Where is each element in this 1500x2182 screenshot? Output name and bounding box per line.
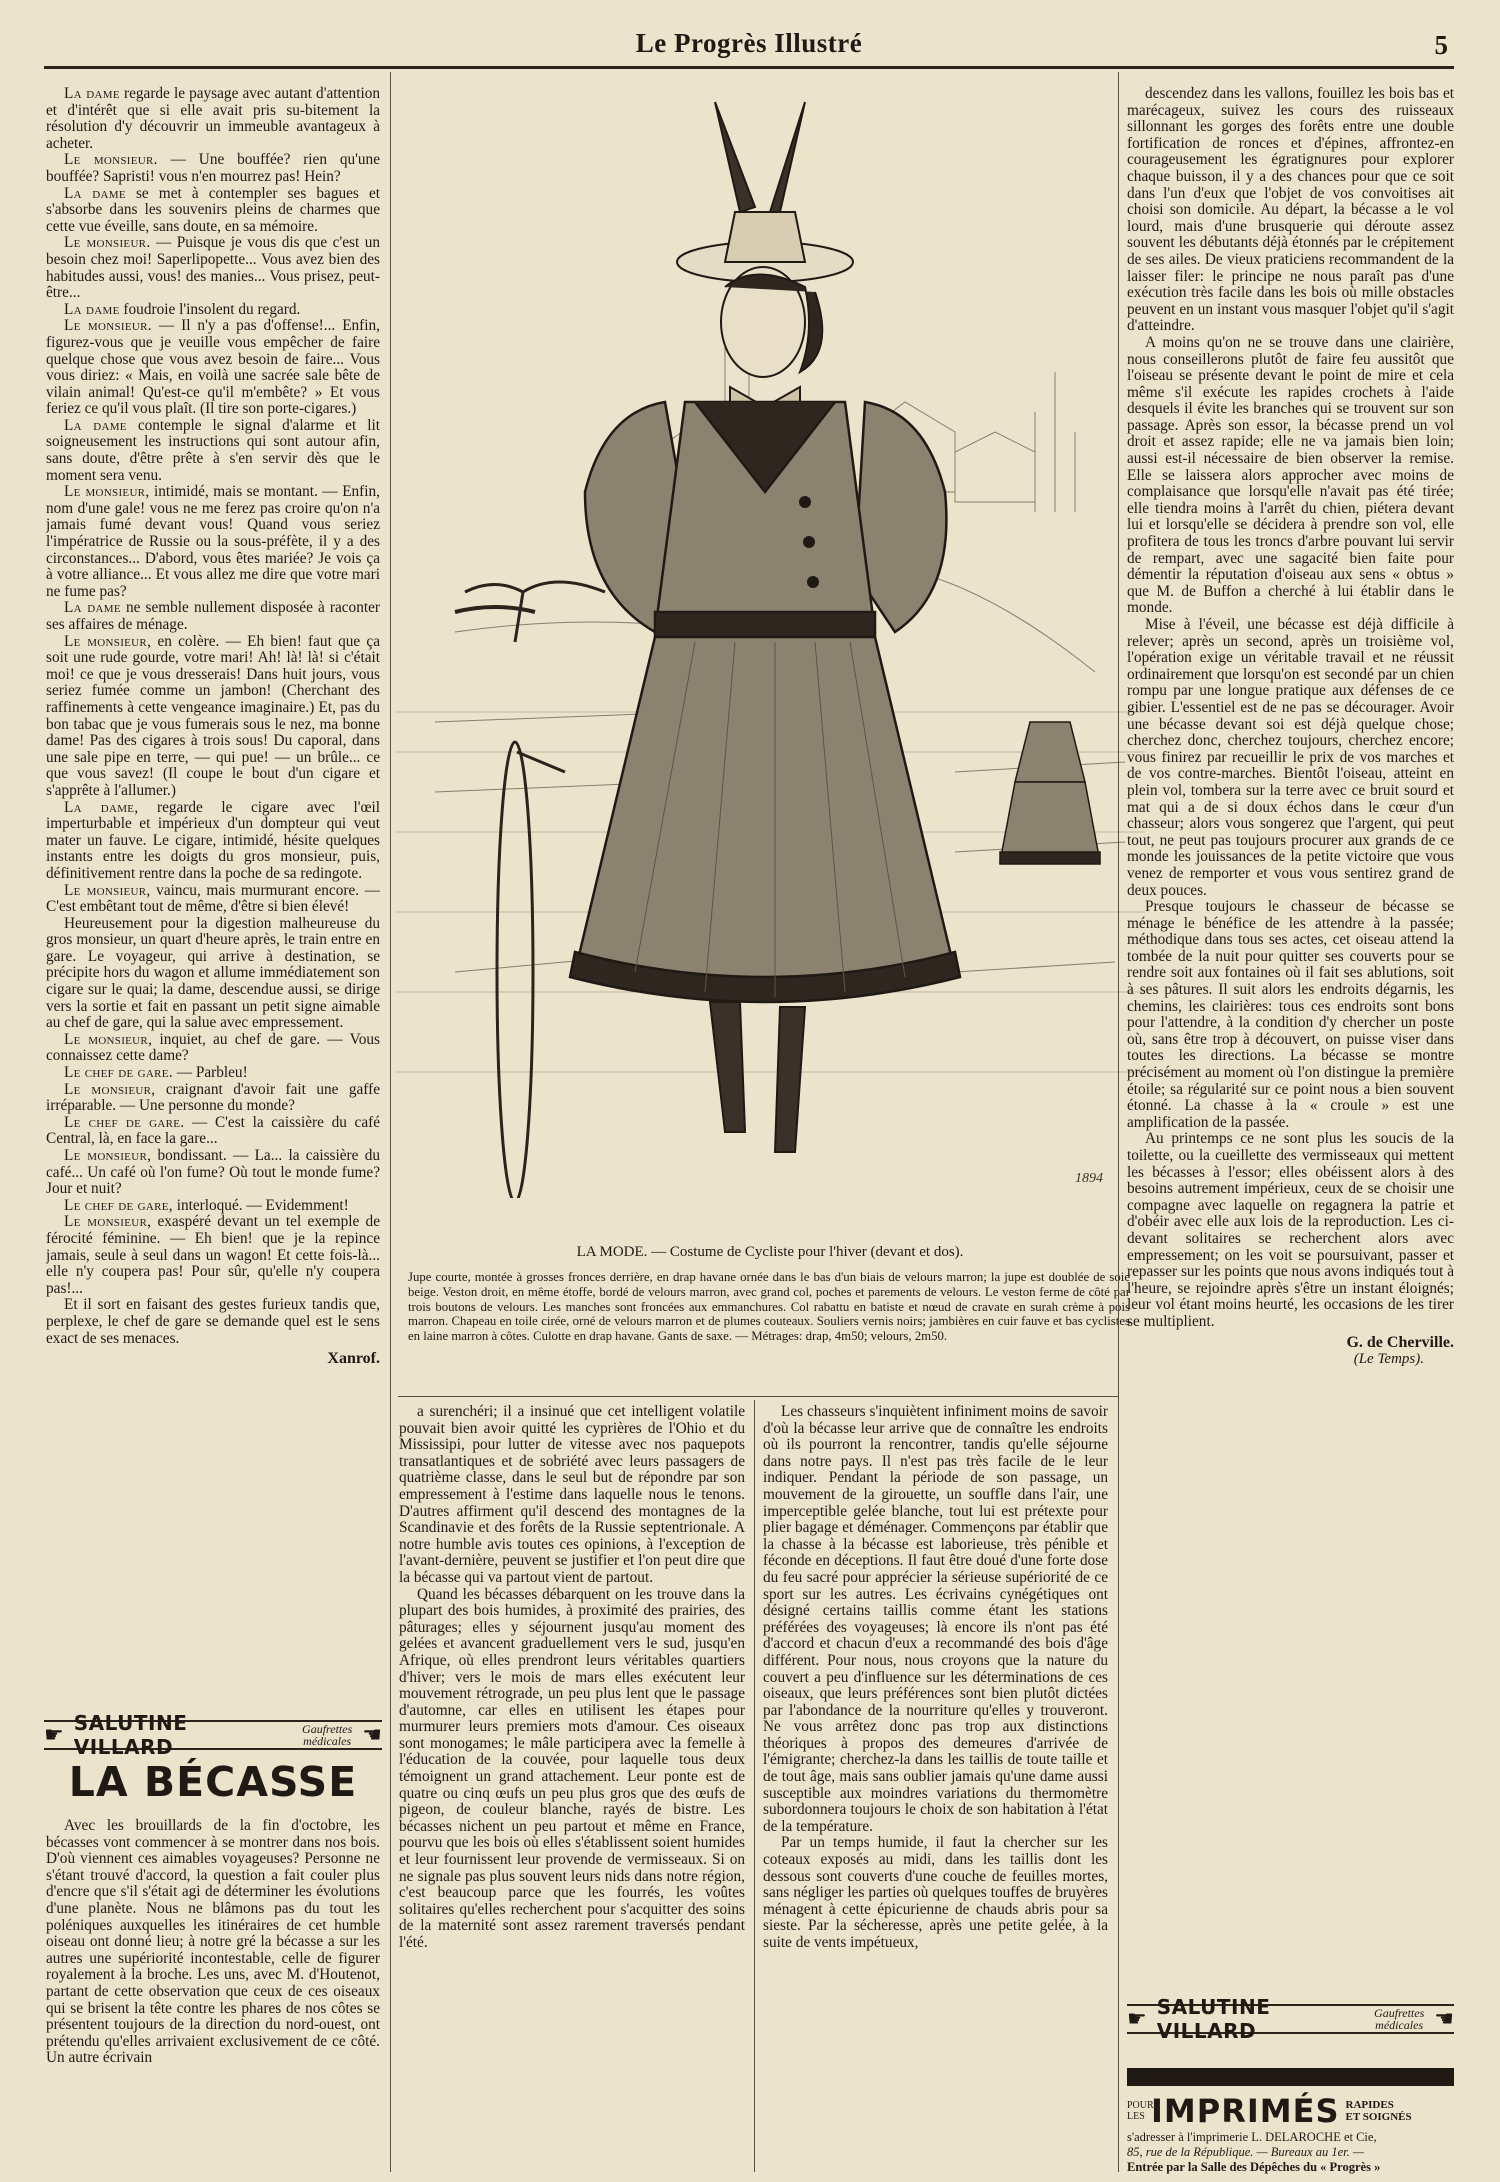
speaker-label: La dame <box>64 184 126 202</box>
pointing-hand-left-icon: ☚ <box>362 1722 382 1748</box>
dialogue-text: — Il n'y a pas d'offense!... Enfin, figurez-vous que je veuille vous empêcher de faire quelque chose que vous avez besoin de faire... Vous vous diriez: « Mais, en voilà une sacrée sale bête de vilain animal! Qu'est-ce qu'il m'embête? » Et vous feriez ce qu'il vous plaît. (Il tire son porte-cigares.) <box>46 317 380 418</box>
dialogue-text: interloqué. — Evidemment! <box>172 1196 349 1214</box>
header-rule <box>44 66 1454 69</box>
cyclist-costume-drawing <box>395 72 1145 1198</box>
article-paragraph: Mise à l'éveil, une bécasse est déjà difficile à relever; après un second, après un troisième vol, l'opération exige un véritable travail et ne réussit ordinairement que lorsqu'on est secondé par un chien rompu par une longue pratique aux défenses de ce gibier. L'essentiel est de ne pas se décourager. Avoir une bécasse devant soi est déjà quelque chose; cherchez donc, cherchez toujours, cherchez encore; vous finirez par recueillir le prix de vos marches et de vos contre-marches. Bientôt l'oiseau, atteint en plein vol, tombera sur la terre avec ce bruit sourd et mat qui a de si doux échos dans le cœur d'un chasseur; alors vous songerez que l'argent, qui peut tout, ne peut pas toujours procurer aux grands de ce monde les jouissances de la petite victoire que vous venez de remporter et vous vous sentirez grand de deux pouces. <box>1127 616 1454 899</box>
ad-brand: SALUTINE VILLARD <box>73 1711 188 1759</box>
ad-line-2: 85, rue de la République. — Bureaux au 1er. — <box>1127 2145 1364 2159</box>
article-source: (Le Temps). <box>1353 1351 1424 1368</box>
dialogue-text: — Parbleu! <box>172 1064 248 1082</box>
speaker-label: Le chef de gare. <box>64 1064 173 1082</box>
dialogue-paragraph <box>46 418 380 484</box>
article-paragraph: descendez dans les vallons, fouillez les bois bas et marécageux, suivez les cours des ruisseaux sillonnant les gorges des forêts entre une double fortification de ronces et d'épines, affrontez-en courageusement les égratignures pour explorer chaque buisson, il y a des chances pour que ce soit dans l'un d'eux que l'objet de vos convoitises ait choisi son domicile. Au départ, la bécasse a le vol lourd, mais d'une brusquerie qui déroute assez souvent les débutants déjà étonnés par le crépitement de ses ailes. De vieux praticiens recommandent de la laisser filer: le principe ne nous paraît pas d'une exécution très facile dans les bois où mille obstacles peuvent en un instant vous masquer l'objet qu'il s'agit d'atteindre. <box>1127 86 1454 335</box>
speaker-label: La dame <box>64 300 120 318</box>
ad-subtitle: Gaufrettes médicales <box>1374 2006 1425 2032</box>
ad-rapides-soignes: RAPIDES ET SOIGNÉS <box>1345 2099 1412 2123</box>
pointing-hand-left-icon: ☚ <box>1434 2006 1454 2032</box>
salutine-ad-2 <box>1127 1995 1454 2043</box>
dialogue-text: intimidé, mais se montant. — Enfin, nom d'une gale! vous ne me ferez pas croire qu'on n'a jamais fumé devant vous! Quand vous seriez l'impératrice de Russie ou la sous-préfète, il y a des circonstances... D'abord, vous êtes mariée? Je vois ça à votre alliance... Et vous allez me dire que votre mari ne fume pas? <box>46 483 380 600</box>
column-divider-2 <box>754 1400 755 2172</box>
dialogue-paragraph <box>46 883 380 916</box>
speaker-label: Le monsieur. <box>64 234 151 252</box>
pointing-hand-icon: ☛ <box>1127 2006 1147 2032</box>
article-paragraph: A moins qu'on ne se trouve dans une clairière, nous conseillerons plutôt de faire feu aussitôt que l'oiseau se présente devant le point de mire et cela même s'il exécute les rapides crochets à l'aide desquels il évite les branches qui se trouvent sur son passage. Après son essor, la bécasse prend un vol droit et assez rapide; elle ne va jamais bien loin; aussi est-il nécessaire de bien observer la remise. Elle se laissera alors approcher avec moins de complaisance que lorsqu'elle n'avait pas été tirée; elle tiendra moins à l'arrêt du chien, piétera devant lui et lorsqu'elle se décidera à prendre son vol, elle profitera de tous les troncs d'arbre pouvant lui servir de rempart, avec une sagacité bien faite pour démentir la réputation d'oiseau aux sens « obtus » que M. de Buffon a cherché à lui établir dans le monde. <box>1127 333 1454 617</box>
dialogue-paragraph <box>46 484 380 600</box>
dialogue-text: regarde le paysage avec autant d'attention et d'intérêt que si elle avait pris su-bitement la résolution d'y découvrir un immeuble avantageux à acheter. <box>46 86 380 152</box>
speaker-label: La dame <box>64 416 127 434</box>
article-paragraph: Quand les bécasses débarquent on les trouve dans la plupart des bois humides, à proximité des prairies, des pâturages; elles y séjournent jusqu'au moment des gelées et avancent graduellement vers le sud, jusqu'en Afrique, où elles prendront leurs véritables quartiers d'hiver; vers le mois de mars elles exécutent leur mouvement rétrograde, un peu plus lent que le passage d'automne, car elles en utilisent les étapes pour murmurer leurs premiers mots d'amour. Ces oiseaux sont monogames; le mâle participera avec la femelle à l'éducation de la couvée, pour laquelle tous deux témoignent un grand attachement. Leur ponte est de quatre ou cinq œufs un peu plus gros que des œufs de pigeon, de couleur blanche, rayés de bistre. Les bécasses nichent un peu partout et même en France, pourvu que les bois où elles s'établissent soient humides et leur fournissent leur provende de vermisseaux. Si on ne signale pas plus souvent leurs nids dans notre région, c'est beaucoup parce que les fourrés, les voûtes solitaires qu'elles recherchent pour s'acquitter des soins de la maternité sont assez rarement traversés pendant l'été. <box>399 1585 745 1951</box>
dialogue-paragraph <box>46 1082 380 1115</box>
dialogue-text: Et il sort en faisant des gestes furieux tandis que, perplexe, le chef de gare se demande quel est le sens exact de ses menaces. <box>46 1296 380 1347</box>
figure-caption-title: LA MODE. — Costume de Cycliste pour l'hiver (devant et dos). <box>576 1244 964 1260</box>
speaker-label: Le monsieur, <box>64 1213 152 1231</box>
pointing-hand-icon: ☛ <box>44 1722 64 1748</box>
dialogue-paragraph <box>46 1297 380 1347</box>
speaker-label: Le monsieur, <box>64 1080 156 1098</box>
dialogue-column <box>46 86 380 1638</box>
speaker-label: La dame, <box>64 798 139 816</box>
artist-date: 1894 <box>1075 1171 1103 1186</box>
caption-rule <box>398 1396 1118 1397</box>
article-signature: G. de Cherville. <box>1346 1333 1454 1351</box>
dialogue-text: contemple le signal d'alarme et lit soigneusement les instructions qui sont autour afin, sans doute, d'être prête à s'en servir dès que le moment sera venu. <box>46 416 380 484</box>
bicycle <box>455 582 605 1198</box>
column-divider-3 <box>1118 72 1119 2172</box>
speaker-label: Le monsieur. <box>64 317 152 335</box>
dialogue-text: bondissant. — La... la caissière du café... Un café où l'on fume? Où tout le monde fume? Jour et nuit? <box>46 1147 380 1198</box>
speaker-label: La dame <box>64 599 121 617</box>
speaker-label: La dame <box>64 86 120 102</box>
author-signature: Xanrof. <box>327 1350 380 1368</box>
article-paragraph: Presque toujours le chasseur de bécasse se ménage le bénéfice de les attendre à la passée; méthodique dans tous ses actes, cet oiseau attend la tombée de la nuit pour quitter ses couverts pour se rendre soit aux fontaines où il fait ses ablutions, soit à ses pâtures. Il suit alors les endroits dégarnis, les chemins, les clairières: tous ces endroits sont bons pour l'attendre, à la condition d'y chercher un poste où, sans être trop à découvert, on puisse viser dans toutes les directions. La bécasse se montre précisément au moment où l'on distingue la première étoile; sa régularité sur ce point nous a bien souvent étonné. La chasse à la « croule » est une amplification de la passée. <box>1127 898 1454 1131</box>
dialogue-text: — Puisque je vous dis que c'est un besoin chez moi! Saperlipopette... Vous avez bien des habitudes aussi, vous! des manies... Vous prisez, peut-être... <box>46 234 380 302</box>
speaker-label: Le monsieur, <box>64 881 151 899</box>
dialogue-paragraph <box>46 235 380 301</box>
speaker-label: Le monsieur, <box>64 483 150 501</box>
article-paragraph: Les chasseurs s'inquiètent infiniment moins de savoir d'où la bécasse leur arrive que de connaître les endroits où ils pourront la rencontrer, tandis qu'elle séjourne dans notre pays. Il n'est pas très facile de le leur indiquer. Pendant la période de son passage, un mouvement de la girouette, un souffle dans l'air, une imperceptible gelée blanche, tout lui est prétexte pour plier bagage et déménager. Commençons par établir que la chasse à la bécasse est laborieuse, très pénible et féconde en déceptions. Il faut être doué d'une forte dose du feu sacré pour apprécier la sérieuse supériorité de ce sport sur les autres. Les écrivains cynégétiques ont désigné certains taillis comme étant les stations préférées des voyageuses; là encore ils n'ont pas été d'accord et chacun d'eux a recommandé des bois d'âge différent. Pour nous, nous croyons que la nature du couvert a peu d'influence sur les déterminations de ces oiseaux, que leurs préférences sont bien plutôt dictées par l'abondance de la nourriture qu'elles y trouveront. Ne vous arrêtez donc pas trop aux distinctions théoriques à propos des demeures d'arrivée de l'émigrante; cherchez-la dans les taillis de toute taille et de tout âge, mais sans oublier jamais qu'une dame aussi susceptible aux moindres variations du thermomètre subordonnera toujours le choix de son habitation à l'état de la température. <box>763 1404 1108 1835</box>
article-column-4 <box>1127 86 1454 1986</box>
dialogue-paragraph <box>46 800 380 883</box>
article-paragraph: a surenchéri; il a insinué que cet intelligent volatile pouvait bien avoir quitté les cyprières de l'Ohio et du Mississipi, pour lutter de vitesse avec nos paquepots transatlantiques et de sobriété avec leurs passagers de quatrième classe, dans le seul but de répondre par son empressement à l'estime dans laquelle nous le tenons. D'autres affirment qu'il descend des montagnes de la Scandinavie et des forêts de la Russie septentrionale. A notre humble avis toutes ces opinions, à l'exception de l'avant-dernière, peuvent se justifier et l'on peut dire que la bécasse qui va partout vient de partout. <box>399 1404 745 1586</box>
dialogue-text: se met à contempler ses bagues et s'absorbe dans les souvenirs pleins de charmes que cette vue éveille, sans doute, en sa mémoire. <box>46 184 380 235</box>
dialogue-paragraph <box>46 1115 380 1148</box>
ad-imprimes-word: IMPRIMÉS <box>1151 2092 1340 2130</box>
salutine-ad-1 <box>44 1711 382 1759</box>
speaker-label: Le chef de gare, <box>64 1196 173 1214</box>
speaker-label: Le monsieur, <box>64 632 152 650</box>
dialogue-text: craignant d'avoir fait une gaffe irréparable. — Une personne du monde? <box>46 1080 380 1115</box>
dialogue-text: Heureusement pour la digestion malheureuse du gros monsieur, un quart d'heure après, le train entre en gare. Le voyageur, qui arrive à destination, se précipite hors du wagon et allume immédiatement son cigare sur le quai; la dame, descendue aussi, se dirige vers la sortie et fait en passant un petit signe aimable au chef de gare, qui la salue avec empressement. <box>46 914 380 1032</box>
page-number: 5 <box>1434 30 1448 60</box>
dialogue-text: ne semble nullement disposée à raconter ses affaires de ménage. <box>46 599 380 633</box>
dialogue-text: foudroie l'insolent du regard. <box>119 300 301 318</box>
dialogue-text: vaincu, mais murmurant encore. — C'est embêtant tout de même, d'être si bien élevé! <box>46 881 380 916</box>
article-paragraph: Par un temps humide, il faut la chercher sur les coteaux exposés au midi, dans les taillis dont les dessous sont couverts d'une couche de feuilles mortes, sans négliger les parties où quelques touffes de bruyères ménagent à cette épicurienne de chauds abris pour sa sieste. Par la sécheresse, après une petite gelée, à la suite de vents impétueux, <box>763 1834 1108 1951</box>
figure-caption-body: Jupe courte, montée à grosses fronces derrière, en drap havane ornée dans le bas d'un biais de velours marron; la jupe est doublée de soie beige. Veston droit, en même étoffe, bordé de velours marron, avec grand col, poches et parements de velours. Le veston ferme de côté par trois boutons de velours. Les manches sont froncées aux emmanchures. Col rabattu en batiste et nœud de cravate en surah crème à pois marron. Chapeau en toile cirée, orné de velours marron et de plumes couteaux. Souliers vernis noirs; jambières en cuir fauve et bas cyclistes en laine marron à côtes. Culotte en drap havane. Gants de saxe. — Métrages: drap, 4m50; velours, 2m50. <box>408 1270 1130 1344</box>
ad-pour-les: POUR LES <box>1127 2100 1154 2122</box>
dialogue-text: exaspéré devant un tel exemple de férocité féminine. — Eh bien! que je la repince jamais, seule à seul dans un wagon! Et cette fois-là... elle n'y coupera pas! Pour sûr, qu'elle n'y coupera pas!... <box>46 1213 380 1297</box>
speaker-label: Le monsieur, <box>64 1030 153 1048</box>
fashion-illustration <box>395 72 1145 1198</box>
page-header <box>44 22 1454 68</box>
speaker-label: Le monsieur, <box>64 1147 152 1164</box>
dialogue-paragraph <box>46 152 380 185</box>
ad-line-3: Entrée par la Salle des Dépêches du « Progrès » <box>1127 2160 1381 2174</box>
back-view-sketch <box>1000 722 1100 864</box>
article-paragraph: Au printemps ce ne sont plus les soucis de la toilette, ou la cueillette des vermisseaux qui mettent les bécasses à l'essor; elles obéissent alors à des besoins autrement impérieux, ceux de se choisir une compagne avec laquelle on regagnera la patrie et d'obéir avec elle aux lois de la reproduction. Les ci-devant solitaires se recherchent alors avec empressement; on les voit se poursuivant, passer et repasser sur les points que nous avons indiqués tout à l'heure, se rejoindre après s'être un instant éloignés; leur vol étant moins heurté, les occasions de les tirer se multiplient. <box>1127 1130 1454 1330</box>
dialogue-paragraph <box>46 600 380 633</box>
dialogue-text: en colère. — Eh bien! faut que ça soit une rude gourde, votre mari! Ah! là! là! si c'était moi! ce que je vous dresserais! Dans huit jours, vous seriez fumée comme un jambon! (Cherchant des raffinements à cette vengeance imaginaire.) Et, pas du bon tabac que je vous fumerais sous le nez, ma bonne dame! Pas des cigares à trois sous! Du caporal, dans une sale pipe en terre, — qui pue! — un brûle... ce que vous savez! (Il coupe le bout d'un cigare et s'apprête à l'allumer.) <box>46 632 380 799</box>
dialogue-paragraph <box>46 318 380 418</box>
dialogue-paragraph <box>46 86 380 152</box>
dialogue-paragraph <box>46 634 380 800</box>
ad-black-bar <box>1127 2068 1454 2086</box>
column-divider <box>390 72 391 2172</box>
jacket <box>585 402 946 637</box>
dialogue-paragraph <box>46 1032 380 1065</box>
dialogue-text: — Une bouffée? rien qu'une bouffée? Sapristi! vous n'en mourrez pas! Hein? <box>46 151 380 185</box>
dialogue-paragraph <box>46 1065 380 1082</box>
ad-subtitle: Gaufrettes médicales <box>302 1722 353 1748</box>
article-column-3 <box>763 1404 1108 2170</box>
imprimes-ad <box>1127 2068 1454 2174</box>
ad-brand: SALUTINE VILLARD <box>1156 1995 1271 2043</box>
dialogue-paragraph <box>46 1148 380 1198</box>
dialogue-paragraph <box>46 1214 380 1297</box>
article-column-2 <box>399 1404 745 2170</box>
dialogue-text: regarde le cigare avec l'œil imperturbable et impérieux d'un dompteur qui veut mater un fauve. Le cigare, intimidé, hésite quelques instants entre les doigts du gros monsieur, puis, définitivement rentre dans la poche de sa redingote. <box>46 798 380 882</box>
dialogue-paragraph <box>46 916 380 1032</box>
article-paragraph: Avec les brouillards de la fin d'octobre, les bécasses vont commencer à se montrer dans nos bois. D'où viennent ces aimables voyageuses? Personne ne s'étant trouvé d'accord, la question a fait couler plus d'encre que s'il s'était agi de déterminer les évolutions d'une planète. Nous ne blâmons pas du tout les poléniques auxquelles les itinéraires de cet humble oiseau ont donné lieu; à notre gré la bécasse a sur les autres une supériorité incontestable, celle de figurer royalement à la broche. Les uns, avec M. d'Houtenot, partant de cette observation que ceux de ces oiseaux qui se brisent la tête contre les phares de nos côtes se présentent toujours de la direction du nord-ouest, ont prétendu qu'elles arrivaient exclusivement de ce côté. Un autre écrivain <box>46 1818 380 2067</box>
ad-line-1: s'adresser à l'imprimerie L. DELAROCHE et Cie, <box>1127 2130 1377 2144</box>
masthead-title: Le Progrès Illustré <box>635 28 863 58</box>
speaker-label: Le monsieur. <box>64 151 158 169</box>
dialogue-text: — C'est la caissière du café Central, là, en face la gare... <box>46 1113 380 1148</box>
article-title: LA BÉCASSE <box>68 1758 358 1806</box>
skirt <box>570 637 960 1002</box>
article-column-1 <box>46 1818 380 2174</box>
dialogue-paragraph <box>46 186 380 236</box>
speaker-label: Le chef de gare. <box>64 1113 185 1131</box>
dialogue-text: inquiet, au chef de gare. — Vous connaissez cette dame? <box>46 1030 380 1065</box>
dialogue-paragraph <box>46 302 380 319</box>
dialogue-paragraph <box>46 1198 380 1215</box>
